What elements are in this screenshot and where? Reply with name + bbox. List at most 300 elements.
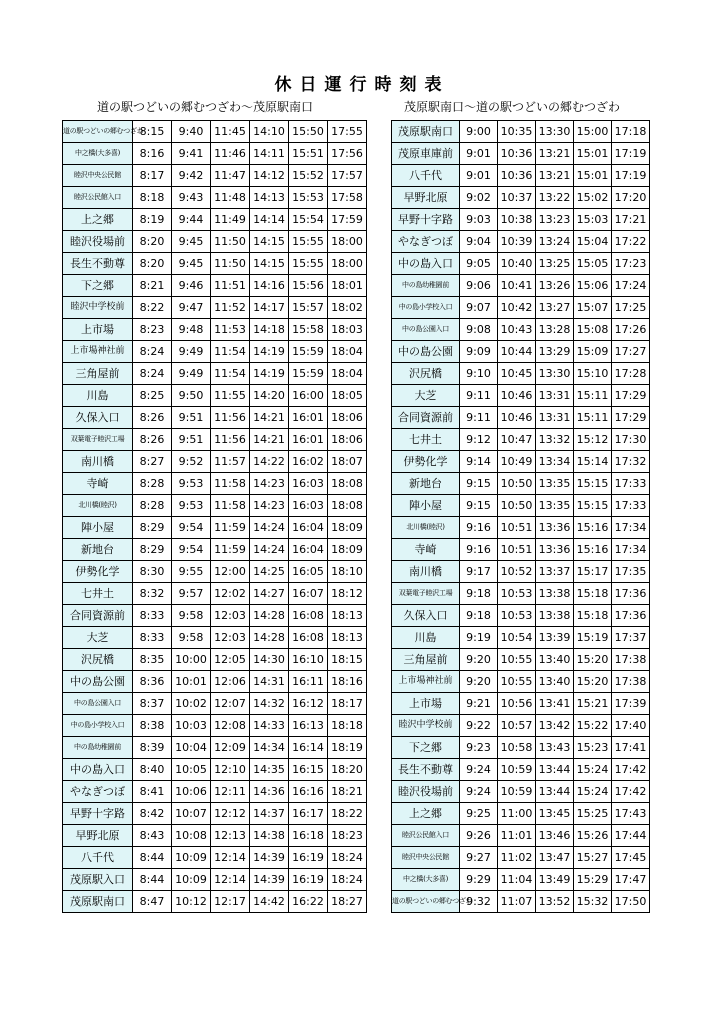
departure-time: 17:38 bbox=[612, 671, 650, 693]
departure-time: 8:32 bbox=[133, 583, 172, 605]
departure-time: 8:44 bbox=[133, 869, 172, 891]
stop-name: 双葉電子睦沢工場 bbox=[63, 429, 133, 451]
stop-name: 中之橋(大多喜) bbox=[63, 143, 133, 165]
departure-time: 17:59 bbox=[328, 209, 367, 231]
departure-time: 10:39 bbox=[498, 231, 536, 253]
departure-time: 15:01 bbox=[574, 143, 612, 165]
departure-time: 15:54 bbox=[289, 209, 328, 231]
departure-time: 17:42 bbox=[612, 759, 650, 781]
departure-time: 18:24 bbox=[328, 847, 367, 869]
table-row bbox=[392, 165, 650, 187]
departure-time: 13:27 bbox=[536, 297, 574, 319]
departure-time: 17:28 bbox=[612, 363, 650, 385]
departure-time: 17:32 bbox=[612, 451, 650, 473]
departure-time: 14:20 bbox=[250, 385, 289, 407]
departure-time: 11:56 bbox=[211, 407, 250, 429]
departure-time: 15:59 bbox=[289, 341, 328, 363]
stop-name: 睦沢中央公民館 bbox=[392, 847, 460, 869]
departure-time: 11:53 bbox=[211, 319, 250, 341]
departure-time: 10:53 bbox=[498, 583, 536, 605]
departure-time: 13:37 bbox=[536, 561, 574, 583]
departure-time: 11:46 bbox=[211, 143, 250, 165]
departure-time: 9:24 bbox=[460, 759, 498, 781]
departure-time: 17:58 bbox=[328, 187, 367, 209]
departure-time: 17:36 bbox=[612, 605, 650, 627]
departure-time: 18:00 bbox=[328, 231, 367, 253]
departure-time: 16:03 bbox=[289, 495, 328, 517]
departure-time: 10:05 bbox=[172, 759, 211, 781]
departure-time: 9:14 bbox=[460, 451, 498, 473]
departure-time: 17:38 bbox=[612, 649, 650, 671]
stop-name: 双葉電子睦沢工場 bbox=[392, 583, 460, 605]
departure-time: 17:22 bbox=[612, 231, 650, 253]
stop-name: 沢尻橋 bbox=[392, 363, 460, 385]
departure-time: 13:40 bbox=[536, 671, 574, 693]
table-row bbox=[63, 165, 367, 187]
left-table-heading: 道の駅つどいの郷むつざわ〜茂原駅南口 bbox=[97, 100, 314, 114]
departure-time: 15:25 bbox=[574, 803, 612, 825]
departure-time: 12:14 bbox=[211, 869, 250, 891]
departure-time: 8:24 bbox=[133, 341, 172, 363]
departure-time: 18:27 bbox=[328, 891, 367, 913]
stop-name: 七井土 bbox=[63, 583, 133, 605]
stop-name: 八千代 bbox=[392, 165, 460, 187]
departure-time: 9:58 bbox=[172, 605, 211, 627]
departure-time: 15:52 bbox=[289, 165, 328, 187]
departure-time: 15:29 bbox=[574, 869, 612, 891]
departure-time: 12:14 bbox=[211, 847, 250, 869]
departure-time: 10:56 bbox=[498, 693, 536, 715]
departure-time: 18:09 bbox=[328, 539, 367, 561]
departure-time: 13:40 bbox=[536, 649, 574, 671]
departure-time: 14:14 bbox=[250, 209, 289, 231]
departure-time: 11:56 bbox=[211, 429, 250, 451]
departure-time: 17:24 bbox=[612, 275, 650, 297]
departure-time: 15:57 bbox=[289, 297, 328, 319]
stop-name: 南川橋 bbox=[392, 561, 460, 583]
departure-time: 10:37 bbox=[498, 187, 536, 209]
departure-time: 16:14 bbox=[289, 737, 328, 759]
departure-time: 15:26 bbox=[574, 825, 612, 847]
table-row bbox=[63, 803, 367, 825]
departure-time: 18:22 bbox=[328, 803, 367, 825]
departure-time: 9:43 bbox=[172, 187, 211, 209]
stop-name: 上之郷 bbox=[392, 803, 460, 825]
departure-time: 15:04 bbox=[574, 231, 612, 253]
departure-time: 17:39 bbox=[612, 693, 650, 715]
stop-name: 下之郷 bbox=[63, 275, 133, 297]
departure-time: 13:47 bbox=[536, 847, 574, 869]
departure-time: 15:14 bbox=[574, 451, 612, 473]
table-row bbox=[63, 275, 367, 297]
table-row bbox=[63, 627, 367, 649]
departure-time: 17:41 bbox=[612, 737, 650, 759]
departure-time: 13:45 bbox=[536, 803, 574, 825]
departure-time: 11:07 bbox=[498, 891, 536, 913]
table-row bbox=[392, 297, 650, 319]
departure-time: 15:20 bbox=[574, 649, 612, 671]
departure-time: 8:20 bbox=[133, 231, 172, 253]
stop-name: 川島 bbox=[63, 385, 133, 407]
departure-time: 8:19 bbox=[133, 209, 172, 231]
departure-time: 13:44 bbox=[536, 759, 574, 781]
departure-time: 13:30 bbox=[536, 121, 574, 143]
stop-name: 中の島幼稚園前 bbox=[63, 737, 133, 759]
departure-time: 9:44 bbox=[172, 209, 211, 231]
departure-time: 14:12 bbox=[250, 165, 289, 187]
departure-time: 9:16 bbox=[460, 539, 498, 561]
table-row bbox=[392, 143, 650, 165]
table-row bbox=[392, 847, 650, 869]
timetable-outbound bbox=[62, 120, 367, 913]
departure-time: 12:03 bbox=[211, 627, 250, 649]
table-row bbox=[392, 319, 650, 341]
stop-name: 中の島公園 bbox=[392, 341, 460, 363]
departure-time: 8:16 bbox=[133, 143, 172, 165]
departure-time: 14:42 bbox=[250, 891, 289, 913]
departure-time: 15:02 bbox=[574, 187, 612, 209]
departure-time: 17:35 bbox=[612, 561, 650, 583]
departure-time: 9:49 bbox=[172, 341, 211, 363]
departure-time: 18:20 bbox=[328, 759, 367, 781]
departure-time: 14:25 bbox=[250, 561, 289, 583]
departure-time: 18:06 bbox=[328, 429, 367, 451]
table-row bbox=[63, 891, 367, 913]
departure-time: 9:54 bbox=[172, 517, 211, 539]
departure-time: 17:19 bbox=[612, 143, 650, 165]
departure-time: 9:15 bbox=[460, 473, 498, 495]
stop-name: 川島 bbox=[392, 627, 460, 649]
stop-name: 早野十字路 bbox=[392, 209, 460, 231]
departure-time: 16:07 bbox=[289, 583, 328, 605]
departure-time: 13:32 bbox=[536, 429, 574, 451]
departure-time: 8:37 bbox=[133, 693, 172, 715]
departure-time: 10:01 bbox=[172, 671, 211, 693]
departure-time: 9:19 bbox=[460, 627, 498, 649]
departure-time: 13:31 bbox=[536, 407, 574, 429]
departure-time: 18:08 bbox=[328, 473, 367, 495]
departure-time: 8:24 bbox=[133, 363, 172, 385]
departure-time: 14:23 bbox=[250, 473, 289, 495]
departure-time: 9:10 bbox=[460, 363, 498, 385]
departure-time: 10:54 bbox=[498, 627, 536, 649]
departure-time: 11:58 bbox=[211, 495, 250, 517]
table-row bbox=[63, 561, 367, 583]
departure-time: 9:07 bbox=[460, 297, 498, 319]
departure-time: 14:33 bbox=[250, 715, 289, 737]
stop-name: 大芝 bbox=[392, 385, 460, 407]
departure-time: 14:37 bbox=[250, 803, 289, 825]
stop-name: 茂原車庫前 bbox=[392, 143, 460, 165]
departure-time: 16:00 bbox=[289, 385, 328, 407]
table-row bbox=[63, 539, 367, 561]
departure-time: 15:12 bbox=[574, 429, 612, 451]
departure-time: 10:55 bbox=[498, 671, 536, 693]
departure-time: 13:38 bbox=[536, 605, 574, 627]
departure-time: 14:31 bbox=[250, 671, 289, 693]
table-row bbox=[392, 231, 650, 253]
table-row bbox=[392, 693, 650, 715]
stop-name: 新地台 bbox=[392, 473, 460, 495]
departure-time: 9:20 bbox=[460, 649, 498, 671]
table-row bbox=[392, 627, 650, 649]
stop-name: やなぎつぼ bbox=[392, 231, 460, 253]
departure-time: 13:42 bbox=[536, 715, 574, 737]
departure-time: 15:19 bbox=[574, 627, 612, 649]
departure-time: 8:26 bbox=[133, 429, 172, 451]
stop-name: 長生不動尊 bbox=[63, 253, 133, 275]
departure-time: 12:05 bbox=[211, 649, 250, 671]
departure-time: 13:43 bbox=[536, 737, 574, 759]
table-row bbox=[63, 649, 367, 671]
stop-name: 上市場 bbox=[392, 693, 460, 715]
departure-time: 16:01 bbox=[289, 407, 328, 429]
departure-time: 14:15 bbox=[250, 253, 289, 275]
table-row bbox=[63, 583, 367, 605]
departure-time: 11:02 bbox=[498, 847, 536, 869]
departure-time: 9:18 bbox=[460, 583, 498, 605]
departure-time: 13:36 bbox=[536, 539, 574, 561]
departure-time: 13:36 bbox=[536, 517, 574, 539]
departure-time: 18:13 bbox=[328, 605, 367, 627]
departure-time: 9:48 bbox=[172, 319, 211, 341]
stop-name: 睦沢公民館入口 bbox=[392, 825, 460, 847]
departure-time: 9:51 bbox=[172, 429, 211, 451]
departure-time: 10:03 bbox=[172, 715, 211, 737]
stop-name: 上之郷 bbox=[63, 209, 133, 231]
table-row bbox=[63, 495, 367, 517]
stop-name: 合同資源前 bbox=[392, 407, 460, 429]
departure-time: 12:12 bbox=[211, 803, 250, 825]
table-row bbox=[392, 341, 650, 363]
departure-time: 15:58 bbox=[289, 319, 328, 341]
departure-time: 13:49 bbox=[536, 869, 574, 891]
departure-time: 10:43 bbox=[498, 319, 536, 341]
departure-time: 15:55 bbox=[289, 253, 328, 275]
departure-time: 9:24 bbox=[460, 781, 498, 803]
departure-time: 15:22 bbox=[574, 715, 612, 737]
departure-time: 17:19 bbox=[612, 165, 650, 187]
departure-time: 12:06 bbox=[211, 671, 250, 693]
departure-time: 15:21 bbox=[574, 693, 612, 715]
departure-time: 16:02 bbox=[289, 451, 328, 473]
departure-time: 8:41 bbox=[133, 781, 172, 803]
departure-time: 13:38 bbox=[536, 583, 574, 605]
departure-time: 8:26 bbox=[133, 407, 172, 429]
departure-time: 18:23 bbox=[328, 825, 367, 847]
departure-time: 8:27 bbox=[133, 451, 172, 473]
departure-time: 9:15 bbox=[460, 495, 498, 517]
stop-name: 伊勢化学 bbox=[63, 561, 133, 583]
departure-time: 11:51 bbox=[211, 275, 250, 297]
departure-time: 9:18 bbox=[460, 605, 498, 627]
departure-time: 8:20 bbox=[133, 253, 172, 275]
departure-time: 15:05 bbox=[574, 253, 612, 275]
departure-time: 12:11 bbox=[211, 781, 250, 803]
departure-time: 10:52 bbox=[498, 561, 536, 583]
stop-name: 中の島小学校入口 bbox=[392, 297, 460, 319]
stop-name: 中の島入口 bbox=[63, 759, 133, 781]
departure-time: 9:58 bbox=[172, 627, 211, 649]
departure-time: 15:17 bbox=[574, 561, 612, 583]
departure-time: 9:01 bbox=[460, 143, 498, 165]
departure-time: 15:18 bbox=[574, 583, 612, 605]
departure-time: 14:21 bbox=[250, 429, 289, 451]
departure-time: 18:16 bbox=[328, 671, 367, 693]
departure-time: 9:01 bbox=[460, 165, 498, 187]
stop-name: 久保入口 bbox=[392, 605, 460, 627]
stop-name: 沢尻橋 bbox=[63, 649, 133, 671]
departure-time: 14:34 bbox=[250, 737, 289, 759]
departure-time: 18:03 bbox=[328, 319, 367, 341]
table-row bbox=[392, 473, 650, 495]
stop-name: 中の島入口 bbox=[392, 253, 460, 275]
stop-name: 道の駅つどいの郷むつざわ bbox=[392, 891, 460, 913]
stop-name: 三角屋前 bbox=[63, 363, 133, 385]
departure-time: 15:59 bbox=[289, 363, 328, 385]
departure-time: 8:33 bbox=[133, 605, 172, 627]
departure-time: 10:47 bbox=[498, 429, 536, 451]
departure-time: 18:18 bbox=[328, 715, 367, 737]
departure-time: 18:19 bbox=[328, 737, 367, 759]
departure-time: 17:25 bbox=[612, 297, 650, 319]
departure-time: 18:12 bbox=[328, 583, 367, 605]
table-row bbox=[392, 429, 650, 451]
departure-time: 13:39 bbox=[536, 627, 574, 649]
departure-time: 14:38 bbox=[250, 825, 289, 847]
departure-time: 17:29 bbox=[612, 385, 650, 407]
departure-time: 17:33 bbox=[612, 495, 650, 517]
departure-time: 17:21 bbox=[612, 209, 650, 231]
departure-time: 10:49 bbox=[498, 451, 536, 473]
departure-time: 17:23 bbox=[612, 253, 650, 275]
departure-time: 17:37 bbox=[612, 627, 650, 649]
stop-name: 道の駅つどいの郷むつざわ bbox=[63, 121, 133, 143]
departure-time: 10:58 bbox=[498, 737, 536, 759]
stop-name: 寺崎 bbox=[392, 539, 460, 561]
departure-time: 8:25 bbox=[133, 385, 172, 407]
departure-time: 17:18 bbox=[612, 121, 650, 143]
departure-time: 9:23 bbox=[460, 737, 498, 759]
departure-time: 8:35 bbox=[133, 649, 172, 671]
departure-time: 16:13 bbox=[289, 715, 328, 737]
table-row bbox=[392, 759, 650, 781]
table-row bbox=[392, 451, 650, 473]
table-row bbox=[63, 869, 367, 891]
departure-time: 10:04 bbox=[172, 737, 211, 759]
departure-time: 10:51 bbox=[498, 539, 536, 561]
departure-time: 9:03 bbox=[460, 209, 498, 231]
departure-time: 15:24 bbox=[574, 759, 612, 781]
departure-time: 9:53 bbox=[172, 495, 211, 517]
departure-time: 18:00 bbox=[328, 253, 367, 275]
departure-time: 15:53 bbox=[289, 187, 328, 209]
departure-time: 9:47 bbox=[172, 297, 211, 319]
departure-time: 12:13 bbox=[211, 825, 250, 847]
departure-time: 10:35 bbox=[498, 121, 536, 143]
table-row bbox=[63, 429, 367, 451]
departure-time: 15:00 bbox=[574, 121, 612, 143]
stop-name: 大芝 bbox=[63, 627, 133, 649]
departure-time: 9:53 bbox=[172, 473, 211, 495]
departure-time: 14:16 bbox=[250, 275, 289, 297]
stop-name: 下之郷 bbox=[392, 737, 460, 759]
departure-time: 16:16 bbox=[289, 781, 328, 803]
departure-time: 13:21 bbox=[536, 165, 574, 187]
table-row bbox=[63, 231, 367, 253]
departure-time: 9:57 bbox=[172, 583, 211, 605]
departure-time: 18:17 bbox=[328, 693, 367, 715]
departure-time: 8:39 bbox=[133, 737, 172, 759]
departure-time: 9:54 bbox=[172, 539, 211, 561]
departure-time: 9:45 bbox=[172, 231, 211, 253]
departure-time: 15:18 bbox=[574, 605, 612, 627]
table-row bbox=[63, 781, 367, 803]
stop-name: 中の島公園 bbox=[63, 671, 133, 693]
departure-time: 8:47 bbox=[133, 891, 172, 913]
departure-time: 16:08 bbox=[289, 627, 328, 649]
departure-time: 10:09 bbox=[172, 847, 211, 869]
departure-time: 9:32 bbox=[460, 891, 498, 913]
departure-time: 9:51 bbox=[172, 407, 211, 429]
departure-time: 13:44 bbox=[536, 781, 574, 803]
departure-time: 9:04 bbox=[460, 231, 498, 253]
departure-time: 18:06 bbox=[328, 407, 367, 429]
stop-name: 睦沢中学校前 bbox=[392, 715, 460, 737]
departure-time: 16:10 bbox=[289, 649, 328, 671]
departure-time: 17:40 bbox=[612, 715, 650, 737]
departure-time: 10:59 bbox=[498, 781, 536, 803]
departure-time: 9:00 bbox=[460, 121, 498, 143]
stop-name: 早野北原 bbox=[63, 825, 133, 847]
departure-time: 8:33 bbox=[133, 627, 172, 649]
stop-name: 睦沢役場前 bbox=[392, 781, 460, 803]
table-row bbox=[392, 539, 650, 561]
departure-time: 15:50 bbox=[289, 121, 328, 143]
stop-name: 睦沢中央公民館 bbox=[63, 165, 133, 187]
departure-time: 11:50 bbox=[211, 253, 250, 275]
stop-name: 睦沢公民館入口 bbox=[63, 187, 133, 209]
stop-name: 三角屋前 bbox=[392, 649, 460, 671]
departure-time: 13:46 bbox=[536, 825, 574, 847]
table-row bbox=[392, 407, 650, 429]
departure-time: 10:36 bbox=[498, 165, 536, 187]
departure-time: 9:29 bbox=[460, 869, 498, 891]
departure-time: 17:33 bbox=[612, 473, 650, 495]
departure-time: 13:35 bbox=[536, 495, 574, 517]
departure-time: 14:23 bbox=[250, 495, 289, 517]
departure-time: 12:00 bbox=[211, 561, 250, 583]
departure-time: 15:09 bbox=[574, 341, 612, 363]
departure-time: 13:31 bbox=[536, 385, 574, 407]
departure-time: 16:11 bbox=[289, 671, 328, 693]
departure-time: 14:13 bbox=[250, 187, 289, 209]
departure-time: 10:46 bbox=[498, 407, 536, 429]
departure-time: 16:03 bbox=[289, 473, 328, 495]
departure-time: 17:43 bbox=[612, 803, 650, 825]
departure-time: 10:36 bbox=[498, 143, 536, 165]
departure-time: 8:15 bbox=[133, 121, 172, 143]
table-row bbox=[63, 759, 367, 781]
table-row bbox=[63, 187, 367, 209]
departure-time: 18:02 bbox=[328, 297, 367, 319]
stop-name: 合同資源前 bbox=[63, 605, 133, 627]
departure-time: 11:45 bbox=[211, 121, 250, 143]
departure-time: 18:21 bbox=[328, 781, 367, 803]
departure-time: 15:56 bbox=[289, 275, 328, 297]
stop-name: 新地台 bbox=[63, 539, 133, 561]
table-row bbox=[392, 363, 650, 385]
